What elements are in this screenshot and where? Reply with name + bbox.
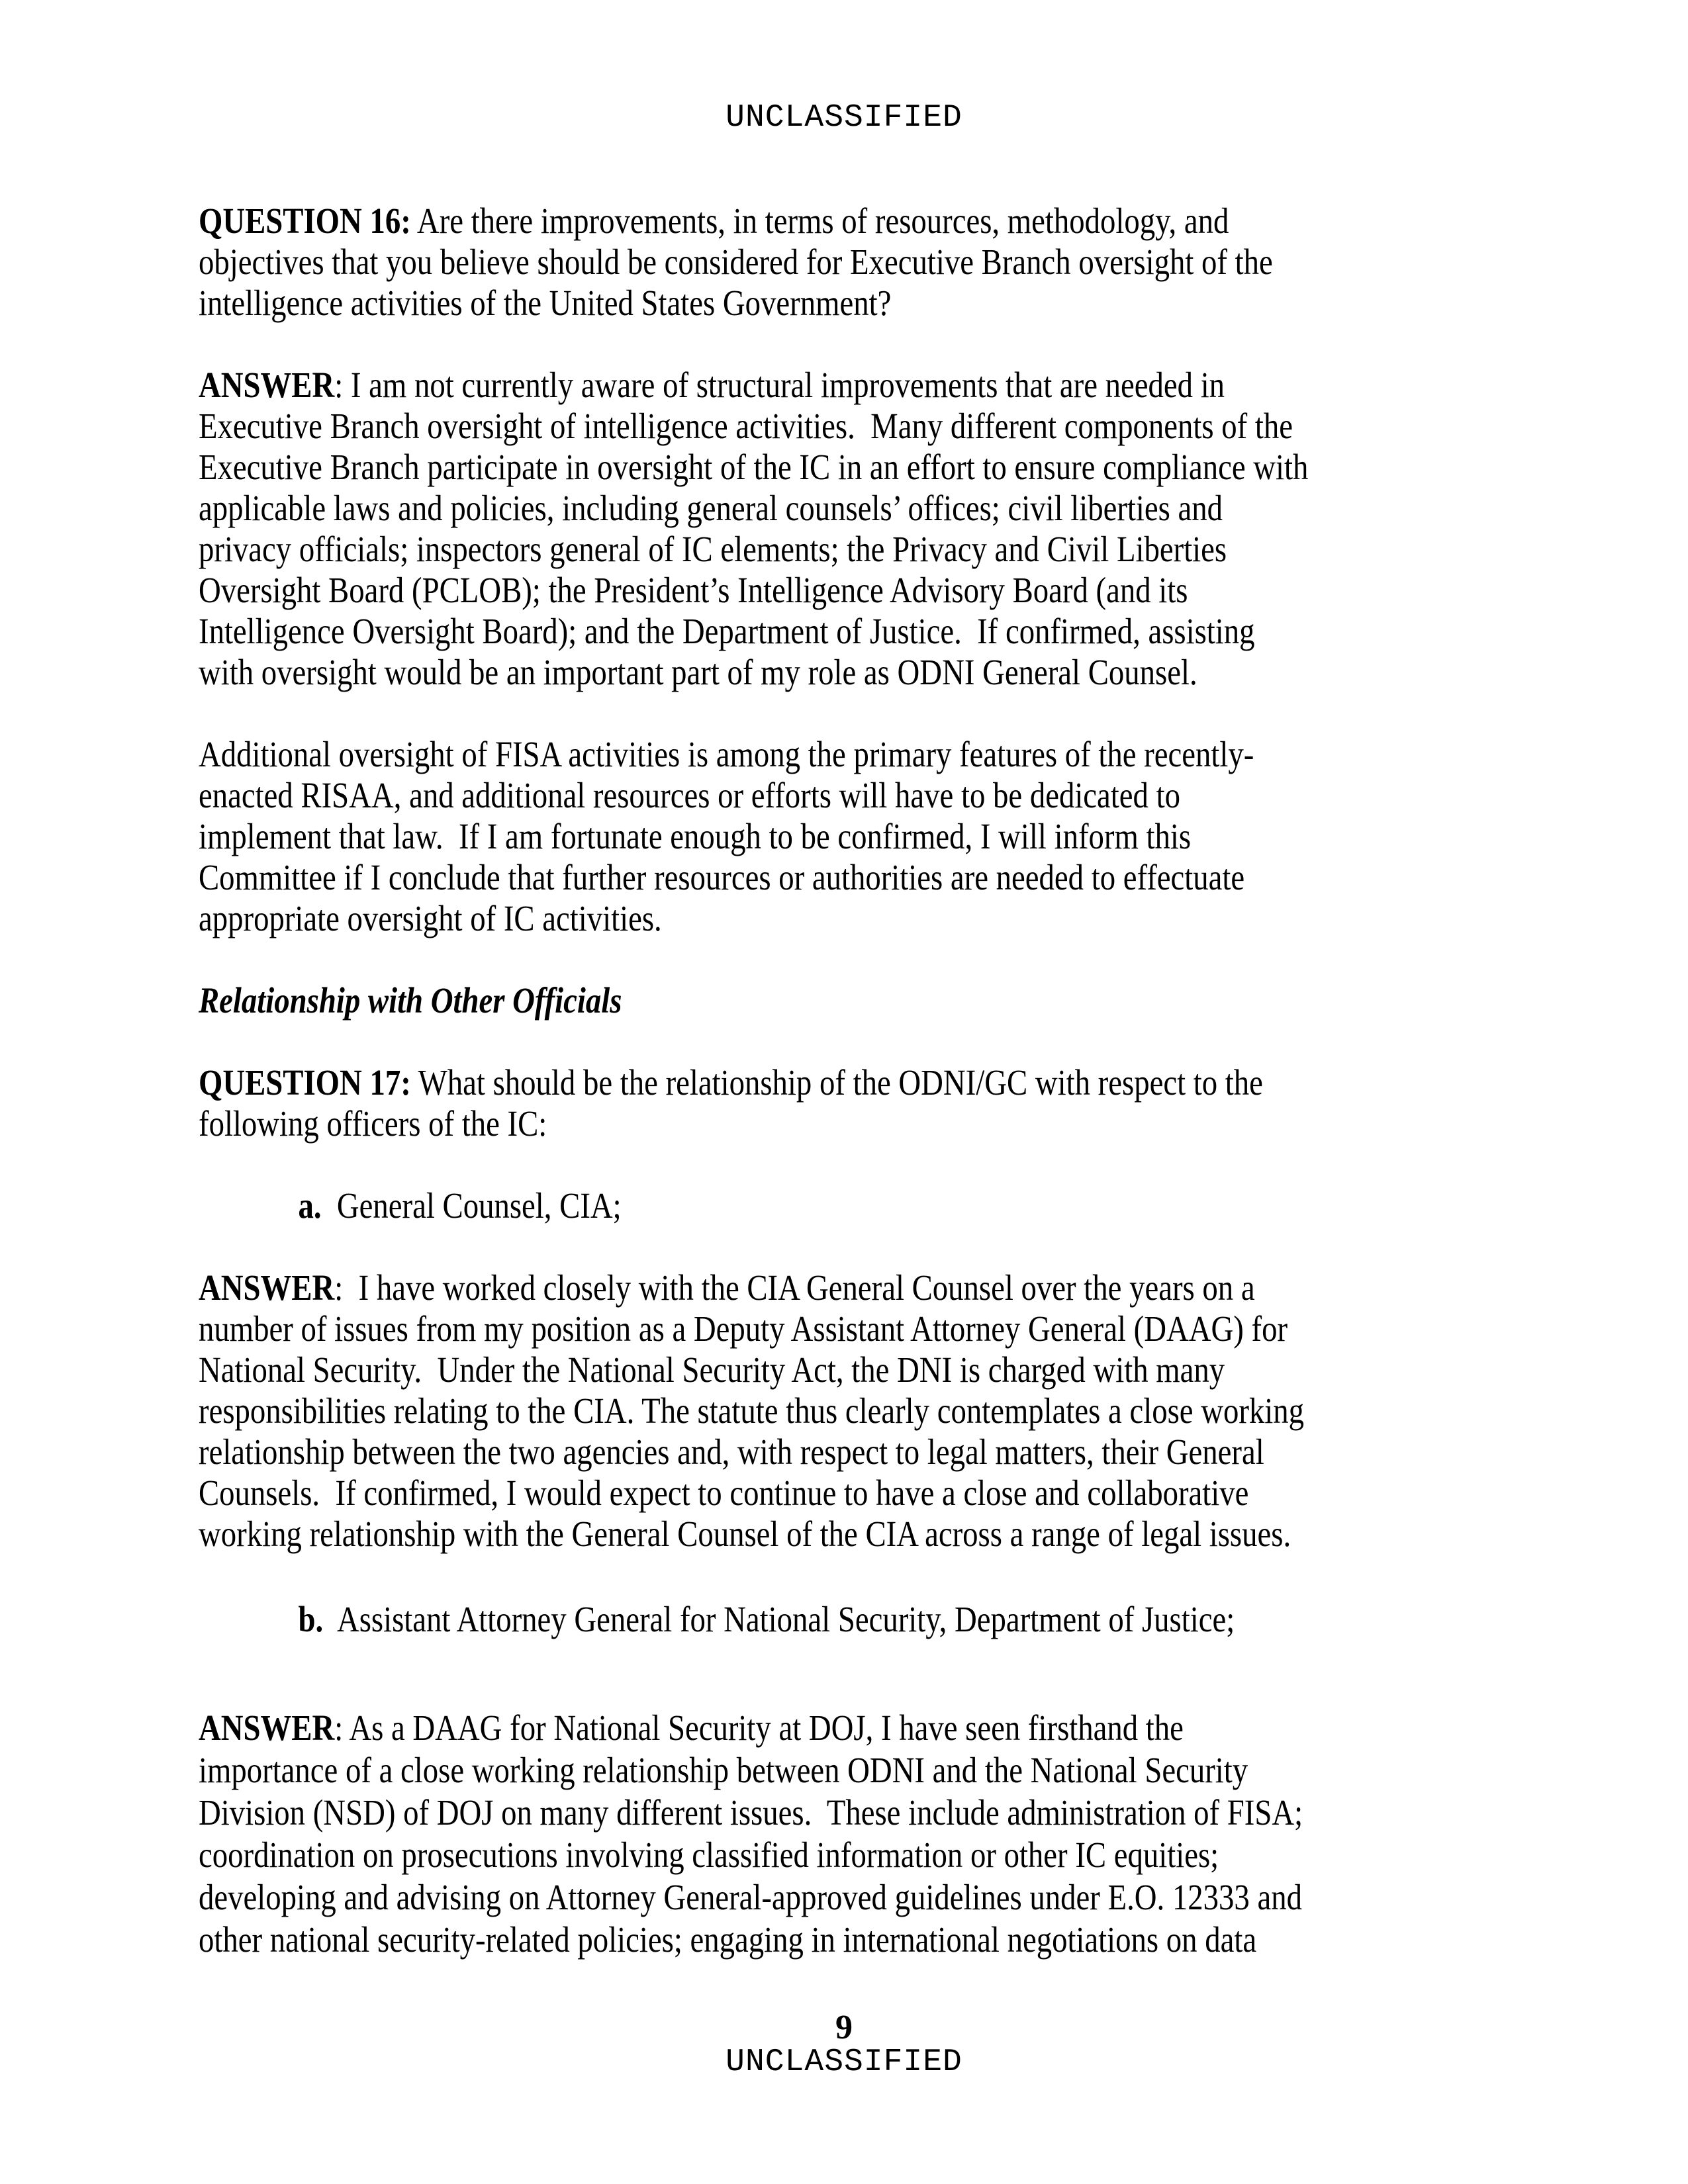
text-line: Relationship with Other Officials xyxy=(199,980,622,1021)
text-line: implement that law. If I am fortunate enough to be confirmed, I will inform this xyxy=(199,816,1192,856)
text-line: following officers of the IC: xyxy=(199,1103,547,1144)
answer-label: ANSWER xyxy=(199,365,335,405)
text-line: number of issues from my position as a Deputy Assistant Attorney General (DAAG) for xyxy=(199,1308,1288,1349)
text-line: Counsels. If confirmed, I would expect to continue to have a close and collaborative xyxy=(199,1473,1249,1513)
answer-label: ANSWER xyxy=(199,1267,335,1308)
text-line: Additional oversight of FISA activities is among the primary features of the recently- xyxy=(199,734,1254,774)
text-line: Executive Branch participate in oversight of the IC in an effort to ensure compliance with xyxy=(199,447,1309,487)
question-17-text: What should be the relationship of the ODNI/GC with respect to the xyxy=(410,1062,1263,1103)
text-line: developing and advising on Attorney General-approved guidelines under E.O. 12333 and xyxy=(199,1877,1303,1917)
text-line: Division (NSD) of DOJ on many different issues. These include administration of FISA; xyxy=(199,1792,1303,1833)
text-line: Executive Branch oversight of intelligence activities. Many different components of the xyxy=(199,406,1293,446)
question-16-text: Are there improvements, in terms of resources, methodology, and xyxy=(410,201,1229,241)
text-line xyxy=(199,365,1308,406)
classification-footer: UNCLASSIFIED xyxy=(726,2044,962,2080)
text-line: importance of a close working relationship between ODNI and the National Security xyxy=(199,1750,1248,1790)
text-line xyxy=(199,1267,1304,1308)
text-line: coordination on prosecutions involving classified information or other IC equities; xyxy=(199,1835,1219,1875)
question-16-label: QUESTION 16: xyxy=(199,201,411,241)
text-line: relationship between the two agencies and, with respect to legal matters, their General xyxy=(199,1432,1264,1472)
list-item-b-text: Assistant Attorney General for National Security, Department of Justice; xyxy=(323,1599,1235,1639)
text-line xyxy=(298,1185,621,1226)
question-17-label: QUESTION 17: xyxy=(199,1062,411,1103)
text-line xyxy=(199,1707,1303,1749)
question-16 xyxy=(199,201,1273,324)
answer-text: : As a DAAG for National Security at DOJ, I have seen firsthand the xyxy=(334,1707,1184,1748)
list-item-b-label: b. xyxy=(298,1599,324,1639)
text-line: other national security-related policies; engaging in international negotiations on data xyxy=(199,1919,1257,1960)
section-heading xyxy=(199,980,622,1021)
answer-label: ANSWER xyxy=(199,1707,335,1748)
text-line: with oversight would be an important part of my role as ODNI General Counsel. xyxy=(199,652,1197,692)
page-number: 9 xyxy=(835,2009,853,2046)
answer-text: : I have worked closely with the CIA General Counsel over the years on a xyxy=(334,1267,1255,1308)
text-line: enacted RISAA, and additional resources or efforts will have to be dedicated to xyxy=(199,775,1180,815)
text-line: National Security. Under the National Security Act, the DNI is charged with many xyxy=(199,1349,1225,1390)
list-item-a xyxy=(199,1185,622,1226)
text-line: intelligence activities of the United States Government? xyxy=(199,283,892,323)
answer-17a xyxy=(199,1267,1304,1555)
text-line: applicable laws and policies, including general counsels’ offices; civil liberties and xyxy=(199,488,1223,528)
text-line: responsibilities relating to the CIA. The statute thus clearly contemplates a close working xyxy=(199,1390,1305,1431)
text-line: working relationship with the General Counsel of the CIA across a range of legal issues. xyxy=(199,1514,1291,1554)
text-line xyxy=(199,1062,1263,1103)
classification-header: UNCLASSIFIED xyxy=(726,100,962,136)
text-line: Intelligence Oversight Board); and the Department of Justice. If confirmed, assisting xyxy=(199,611,1255,651)
answer-16-continued xyxy=(199,734,1254,939)
list-item-a-label: a. xyxy=(298,1185,322,1226)
text-line: objectives that you believe should be considered for Executive Branch oversight of the xyxy=(199,242,1273,282)
list-item-b xyxy=(199,1599,1235,1640)
list-item-a-text: General Counsel, CIA; xyxy=(321,1185,622,1226)
text-line: appropriate oversight of IC activities. xyxy=(199,898,662,938)
text-line: Oversight Board (PCLOB); the President’s Intelligence Advisory Board (and its xyxy=(199,570,1188,610)
answer-text: : I am not currently aware of structural improvements that are needed in xyxy=(334,365,1225,405)
text-line xyxy=(298,1599,1235,1640)
text-line xyxy=(199,201,1273,242)
question-17 xyxy=(199,1062,1263,1144)
answer-16 xyxy=(199,365,1308,693)
text-line: privacy officials; inspectors general of IC elements; the Privacy and Civil Liberties xyxy=(199,529,1227,569)
text-line: Committee if I conclude that further resources or authorities are needed to effectuate xyxy=(199,857,1245,897)
answer-17b xyxy=(199,1707,1303,1961)
